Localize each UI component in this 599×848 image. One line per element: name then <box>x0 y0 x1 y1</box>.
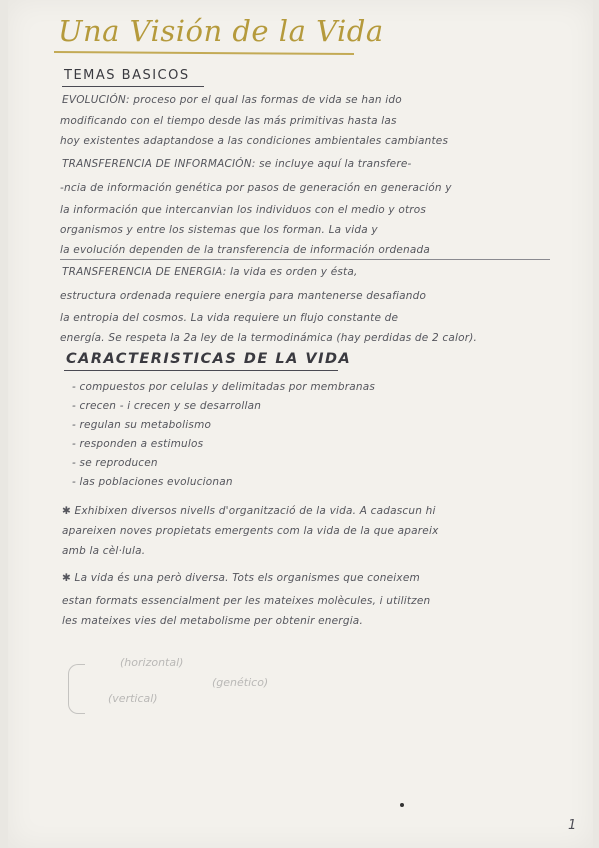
characteristic-item: - compuestos por celulas y delimitadas por membranas <box>72 381 376 393</box>
characteristic-item: - las poblaciones evolucionan <box>72 476 233 488</box>
note1-line-3: amb la cèl·lula. <box>62 545 146 557</box>
para2-line-1: TRANSFERENCIA DE INFORMACIÓN: se incluye aquí la transfere- <box>62 158 412 170</box>
note1-line-1: ✱ Exhibixen diversos nivells d'organització de la vida. A cadascun hi <box>62 505 436 517</box>
section-heading-underline <box>62 86 204 87</box>
para3-line-2: estructura ordenada requiere energia para mantenerse desafiando <box>60 290 427 302</box>
note2-line-1: ✱ La vida és una però diversa. Tots els organismes que coneixem <box>62 572 420 584</box>
page-title: Una Visión de la Vida <box>58 14 384 48</box>
para3-line-3: la entropia del cosmos. La vida requiere un flujo constante de <box>60 312 399 324</box>
characteristics-underline <box>64 370 338 371</box>
para2-line-2: -ncia de información genética por pasos de generación en generación y <box>60 182 452 194</box>
characteristic-item: - regulan su metabolismo <box>72 419 212 431</box>
para2-line-4: organismos y entre los sistemas que los forman. La vida y <box>60 224 378 236</box>
para2-line-5: la evolución dependen de la transferencia de información ordenada <box>60 244 430 256</box>
characteristic-item: - se reproducen <box>72 457 158 469</box>
evolution-line: EVOLUCIÓN: proceso por el qual las formas de vida se han ido <box>62 94 402 106</box>
characteristic-item: - responden a estimulos <box>72 438 204 450</box>
note1-line-2: apareixen noves propietats emergents com la vida de la que apareix <box>62 525 439 537</box>
note2-line-2: estan formats essencialment per les mateixes molècules, i utilitzen <box>62 595 431 607</box>
section-heading-characteristics: CARACTERISTICAS DE LA VIDA <box>66 351 352 367</box>
note2-line-3: les mateixes vies del metabolisme per obtenir energia. <box>62 615 363 627</box>
para1-line-2: modificando con el tiempo desde las más primitivas hasta las <box>60 115 397 127</box>
ink-dot <box>400 803 404 807</box>
page-number: 1 <box>568 818 577 833</box>
characteristic-item: - crecen - i crecen y se desarrollan <box>72 400 262 412</box>
faint-note-genetico: (genético) <box>212 676 269 689</box>
para3-line-1: TRANSFERENCIA DE ENERGIA: la vida es orden y ésta, <box>62 266 358 278</box>
para1-line-3: hoy existentes adaptandose a las condiciones ambientales cambiantes <box>60 135 449 147</box>
para2-underline <box>60 259 550 260</box>
notebook-page <box>8 0 593 848</box>
section-heading-basic-topics: TEMAS BASICOS <box>64 68 190 83</box>
para2-line-3: la información que intercanvian los individuos con el medio y otros <box>60 204 427 216</box>
title-underline <box>54 51 354 55</box>
faint-note-vertical: (vertical) <box>108 692 158 705</box>
para1-line-1 <box>62 94 402 106</box>
pencil-bracket <box>68 664 85 714</box>
faint-note-horizontal: (horizontal) <box>120 656 184 669</box>
para3-line-4: energía. Se respeta la 2a ley de la termodinámica (hay perdidas de 2 calor). <box>60 332 478 344</box>
